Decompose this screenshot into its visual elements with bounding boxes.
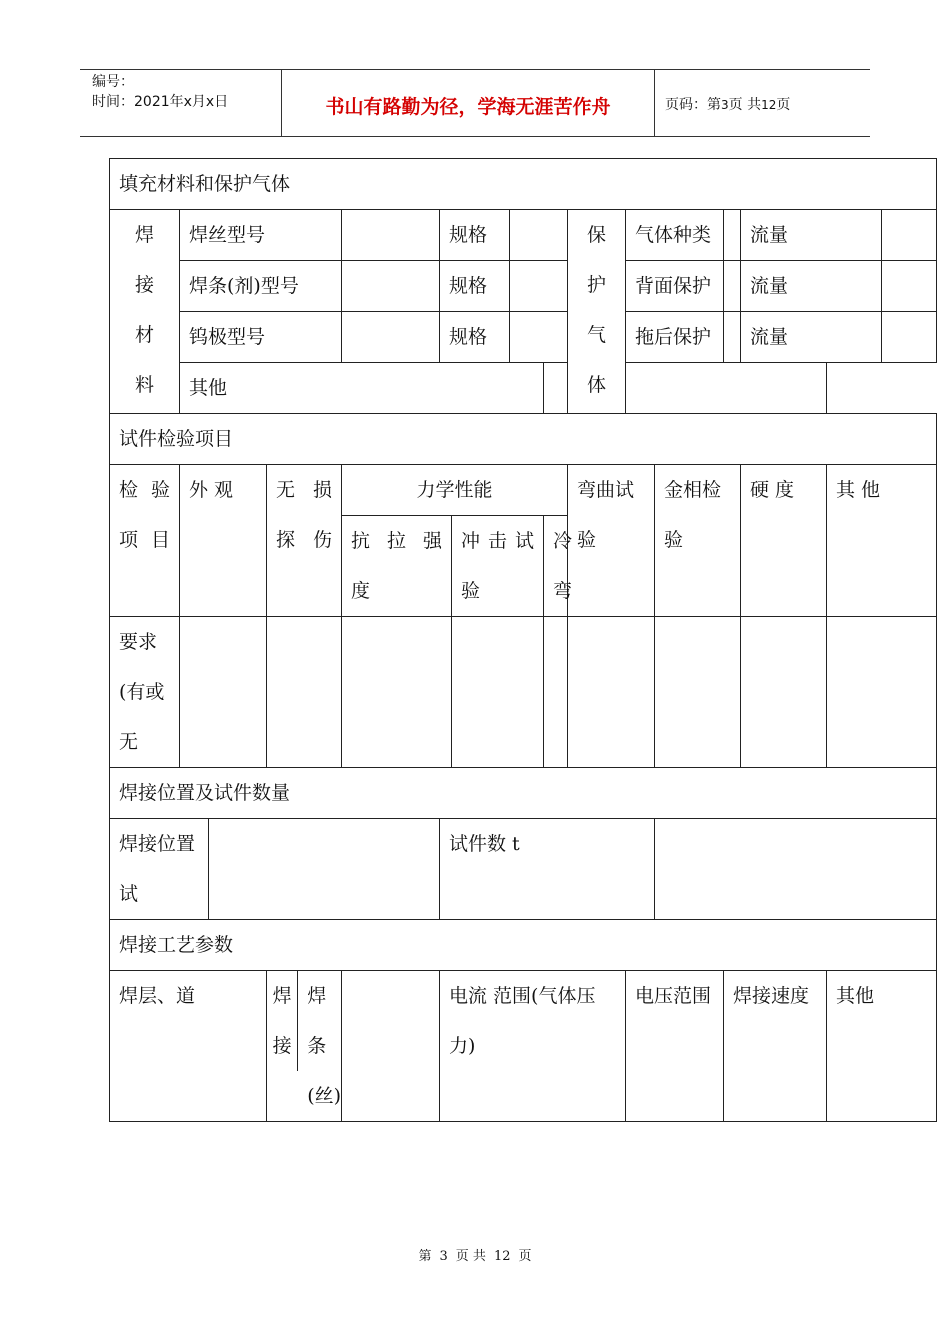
hardness-header: 硬 度 [741, 465, 827, 617]
tungsten-spec-label: 规格 [440, 312, 510, 363]
header-info [92, 72, 228, 112]
appearance-header: 外 观 [180, 465, 267, 617]
voltage-range-header: 电压范围 [626, 971, 724, 1122]
mechanical-header: 力学性能 [342, 465, 568, 516]
header-top-rule [80, 69, 870, 70]
header-page-number [665, 94, 790, 114]
time-label: 时间：2021年x月x日 [92, 94, 229, 110]
section-filler-title: 填充材料和保护气体 [110, 159, 937, 210]
motto: 书山有路勤为径，学海无涯苦作舟 [325, 96, 611, 118]
electrode-header: 焊条(丝) [307, 985, 342, 1107]
footer-prefix: 第 [418, 1249, 432, 1264]
cold-bend-header: 冷 弯 [544, 516, 568, 617]
tungsten-model-label: 钨极型号 [180, 312, 342, 363]
requirement-label: 要求(有或无 [110, 617, 180, 768]
footer-mid: 页 共 [455, 1249, 486, 1264]
specimen-count-label: 试件数 t [440, 819, 655, 920]
metallographic-value[interactable] [655, 617, 741, 768]
section-inspection-title: 试件检验项目 [110, 414, 937, 465]
ndt-header: 无 损 探伤 [267, 465, 342, 617]
trailing-shield-label: 拖后保护 [626, 312, 724, 363]
electrode-value[interactable] [342, 971, 440, 1122]
hardness-value[interactable] [741, 617, 827, 768]
electrode-spec-label: 规格 [440, 261, 510, 312]
bend-test-value[interactable] [568, 617, 655, 768]
position-label: 焊接位置试 [110, 819, 209, 920]
cold-bend-value[interactable] [544, 617, 568, 768]
material-vertical-label: 焊 接 材 料 [110, 210, 180, 414]
electrode-model-value[interactable] [342, 261, 440, 312]
flow-label: 流量 [741, 312, 882, 363]
flow-value[interactable] [882, 261, 937, 312]
welding-method-label: 焊接 [267, 971, 298, 1071]
page-current: 3 [721, 98, 729, 112]
other-test-header: 其 他 [827, 465, 937, 617]
page-prefix: 页码：第 [665, 97, 721, 113]
header-bottom-rule [80, 136, 870, 137]
ndt-value[interactable] [267, 617, 342, 768]
section-params-title: 焊接工艺参数 [110, 920, 937, 971]
trailing-shield-value[interactable] [724, 312, 741, 363]
tensile-value[interactable] [342, 617, 452, 768]
bend-test-header: 弯曲试验 [568, 465, 655, 617]
other-test-value[interactable] [827, 617, 937, 768]
specimen-count-value[interactable] [655, 819, 937, 920]
header-divider [654, 70, 655, 136]
number-label: 编号： [92, 74, 134, 90]
welding-method-header [267, 971, 342, 1122]
electrode-model-label: 焊条(剂)型号 [180, 261, 342, 312]
welding-procedure-form [109, 158, 937, 1122]
inspection-item-header: 检 验 项 目 [110, 465, 180, 617]
gas-other-value[interactable] [544, 363, 827, 414]
gas-vertical-label: 保 护 气 体 [568, 210, 626, 414]
wire-model-value[interactable] [342, 210, 440, 261]
impact-header: 冲 击 试 验 [452, 516, 544, 617]
wire-spec-label: 规格 [440, 210, 510, 261]
welding-speed-header: 焊接速度 [724, 971, 827, 1122]
page-suffix: 页 [776, 97, 791, 113]
current-range-header: 电流 范围(气体压力) [440, 971, 626, 1122]
flow-label: 流量 [741, 210, 882, 261]
material-other-label: 其他 [180, 363, 544, 414]
section-position-title: 焊接位置及试件数量 [110, 768, 937, 819]
impact-value[interactable] [452, 617, 544, 768]
gas-type-label: 气体种类 [626, 210, 724, 261]
back-shield-label: 背面保护 [626, 261, 724, 312]
position-value[interactable] [209, 819, 440, 920]
page-mid: 页 共 [728, 97, 762, 113]
footer-total: 12 [493, 1249, 511, 1264]
flow-value[interactable] [882, 210, 937, 261]
tensile-header: 抗 拉 强 度 [342, 516, 452, 617]
electrode-spec-value[interactable] [510, 261, 568, 312]
back-shield-value[interactable] [724, 261, 741, 312]
param-other-header: 其他 [827, 971, 937, 1122]
wire-spec-value[interactable] [510, 210, 568, 261]
metallographic-header: 金相检验 [655, 465, 741, 617]
flow-label: 流量 [741, 261, 882, 312]
appearance-value[interactable] [180, 617, 267, 768]
layer-pass-header: 焊层、道 [110, 971, 267, 1122]
header-divider [281, 70, 282, 136]
footer-current: 3 [439, 1249, 448, 1264]
gas-type-value[interactable] [724, 210, 741, 261]
tungsten-model-value[interactable] [342, 312, 440, 363]
wire-model-label: 焊丝型号 [180, 210, 342, 261]
page-footer [0, 1245, 950, 1264]
flow-value[interactable] [882, 312, 937, 363]
footer-suffix: 页 [518, 1249, 532, 1264]
page-total: 12 [761, 98, 777, 112]
tungsten-spec-value[interactable] [510, 312, 568, 363]
